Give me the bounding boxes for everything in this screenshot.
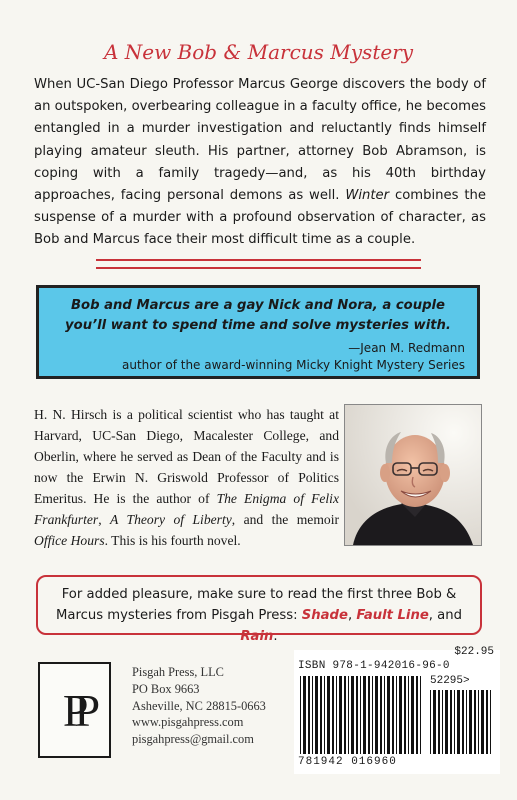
bio-book-1: The Enigma of Felix Frankfurter: [34, 491, 339, 527]
bio-text-1: H. N. Hirsch is a political scientist who has taught at Harvard, UC-San Diego, Macalester College, and Oberlin, where he served as Dean of the Faculty and is now the Erwin N. Griswold Professor of Politics Emeritus. He is the author of: [34, 407, 339, 506]
barcode-bar: [363, 676, 366, 754]
author-bio: [34, 404, 339, 551]
barcode-bar: [450, 690, 452, 754]
barcode-isbn: ISBN 978-1-942016-96-0: [298, 660, 450, 672]
endorsement-attribution: [51, 340, 465, 374]
barcode-bar: [339, 676, 342, 754]
barcode-bar: [457, 690, 460, 754]
author-photo: [344, 404, 482, 546]
barcode-bar: [303, 676, 306, 754]
endorsement-quote: Bob and Marcus are a gay Nick and Nora, a couple you’ll want to spend time and solve mysteries with.: [65, 298, 451, 333]
divider-rule-bottom: [96, 267, 421, 269]
publisher-website: www.pisgahpress.com: [132, 715, 244, 730]
barcode-bar: [474, 690, 476, 754]
barcode-bar: [399, 676, 402, 754]
blurb-text-start: When UC-San Diego Professor Marcus George discovers the body of an outspoken, overbearing colleague in a faculty office, he becomes entangled in a murder investigation and reluctantly finds himself playing amateur sleuth. His partner, attorney Bob Abramson, is coping with a family tragedy—and, as his 40th birthday approaches, facing personal demons as well.: [34, 77, 486, 204]
barcode-bar: [442, 690, 443, 754]
barcode-bar: [372, 676, 373, 754]
author-portrait-image: [345, 405, 481, 545]
pisgah-press-logo-icon: [40, 664, 109, 756]
cover-heading: A New Bob & Marcus Mystery: [103, 40, 414, 64]
endorsement-author-credit: author of the award-winning Micky Knight Mystery Series: [122, 358, 465, 372]
barcode-bar: [356, 676, 358, 754]
barcode-bar: [360, 676, 361, 754]
barcode-bar: [300, 676, 301, 754]
barcode-bar: [344, 676, 346, 754]
barcode-bar: [320, 676, 322, 754]
barcode-bar: [481, 690, 484, 754]
barcode-price: $22.95: [454, 646, 494, 658]
barcode-bar: [404, 676, 406, 754]
barcode-bar: [445, 690, 448, 754]
barcode-bar: [466, 690, 467, 754]
publisher-logo: [38, 662, 111, 758]
barcode-bar: [490, 690, 491, 754]
barcode-bar: [368, 676, 370, 754]
barcode-bar: [411, 676, 414, 754]
barcode-bar: [408, 676, 409, 754]
barcode-bar: [315, 676, 318, 754]
barcode-bar: [324, 676, 325, 754]
barcode-bar: [462, 690, 464, 754]
promo-title-rain: Rain: [240, 629, 274, 644]
barcode-bar: [351, 676, 354, 754]
bio-text-3: . This is his fourth novel.: [104, 533, 241, 548]
promo-separator-2: , and: [428, 608, 462, 623]
bio-separator: ,: [98, 512, 111, 527]
barcode-bar: [478, 690, 479, 754]
endorsement-box: [36, 285, 480, 379]
barcode-bar: [375, 676, 378, 754]
barcode-bar: [332, 676, 334, 754]
logo-letters: PP: [62, 685, 87, 736]
promo-title-fault-line: Fault Line: [356, 608, 429, 623]
barcode-bar: [392, 676, 394, 754]
barcode-bar: [438, 690, 440, 754]
bio-book-3: Office Hours: [34, 533, 105, 548]
promo-end: .: [273, 629, 278, 644]
isbn-barcode: [294, 646, 500, 774]
promo-text: Marcus mysteries from Pisgah Press:: [56, 608, 302, 623]
barcode-bar: [327, 676, 330, 754]
bio-text-2: , and the memoir: [231, 512, 339, 527]
publisher-info: [132, 664, 266, 748]
promo-title-shade: Shade: [301, 608, 348, 623]
barcode-bar: [387, 676, 390, 754]
barcode-bar: [454, 690, 455, 754]
divider-rule-top: [96, 259, 421, 261]
blurb-text-end: combines the suspense of a murder with a profound observation of character, as Bob and Marcus face their most difficult time as a couple.: [34, 188, 486, 248]
blurb-book-title: Winter: [345, 188, 390, 204]
publisher-po-box: PO Box 9663: [132, 681, 200, 696]
barcode-bar: [308, 676, 310, 754]
barcode-bar: [416, 676, 418, 754]
promo-separator-1: ,: [347, 608, 357, 623]
barcode-bar: [433, 690, 436, 754]
series-promo-box: [36, 575, 482, 644]
promo-line-1: For added pleasure, make sure to read the first three Bob &: [61, 587, 457, 602]
barcode-number: 781942 016960: [298, 756, 397, 768]
barcode-bar: [380, 676, 382, 754]
barcode-bars-addon: [430, 690, 494, 760]
barcode-price-code: 52295>: [430, 675, 470, 687]
barcode-bar: [486, 690, 488, 754]
publisher-city: Asheville, NC 28815-0663: [132, 698, 266, 713]
barcode-bar: [430, 690, 431, 754]
barcode-bar: [469, 690, 472, 754]
publisher-email: pisgahpress@gmail.com: [132, 732, 254, 747]
barcode-bar: [348, 676, 349, 754]
barcode-bars-main: [300, 676, 422, 760]
bio-book-2: A Theory of Liberty: [110, 512, 232, 527]
book-blurb: [34, 74, 486, 252]
barcode-bar: [336, 676, 337, 754]
barcode-bar: [396, 676, 397, 754]
barcode-bar: [384, 676, 385, 754]
publisher-name: Pisgah Press, LLC: [132, 665, 224, 679]
barcode-bar: [312, 676, 313, 754]
barcode-bar: [420, 676, 421, 754]
endorsement-author: —Jean M. Redmann: [348, 341, 465, 355]
promo-line-2: [48, 605, 470, 647]
